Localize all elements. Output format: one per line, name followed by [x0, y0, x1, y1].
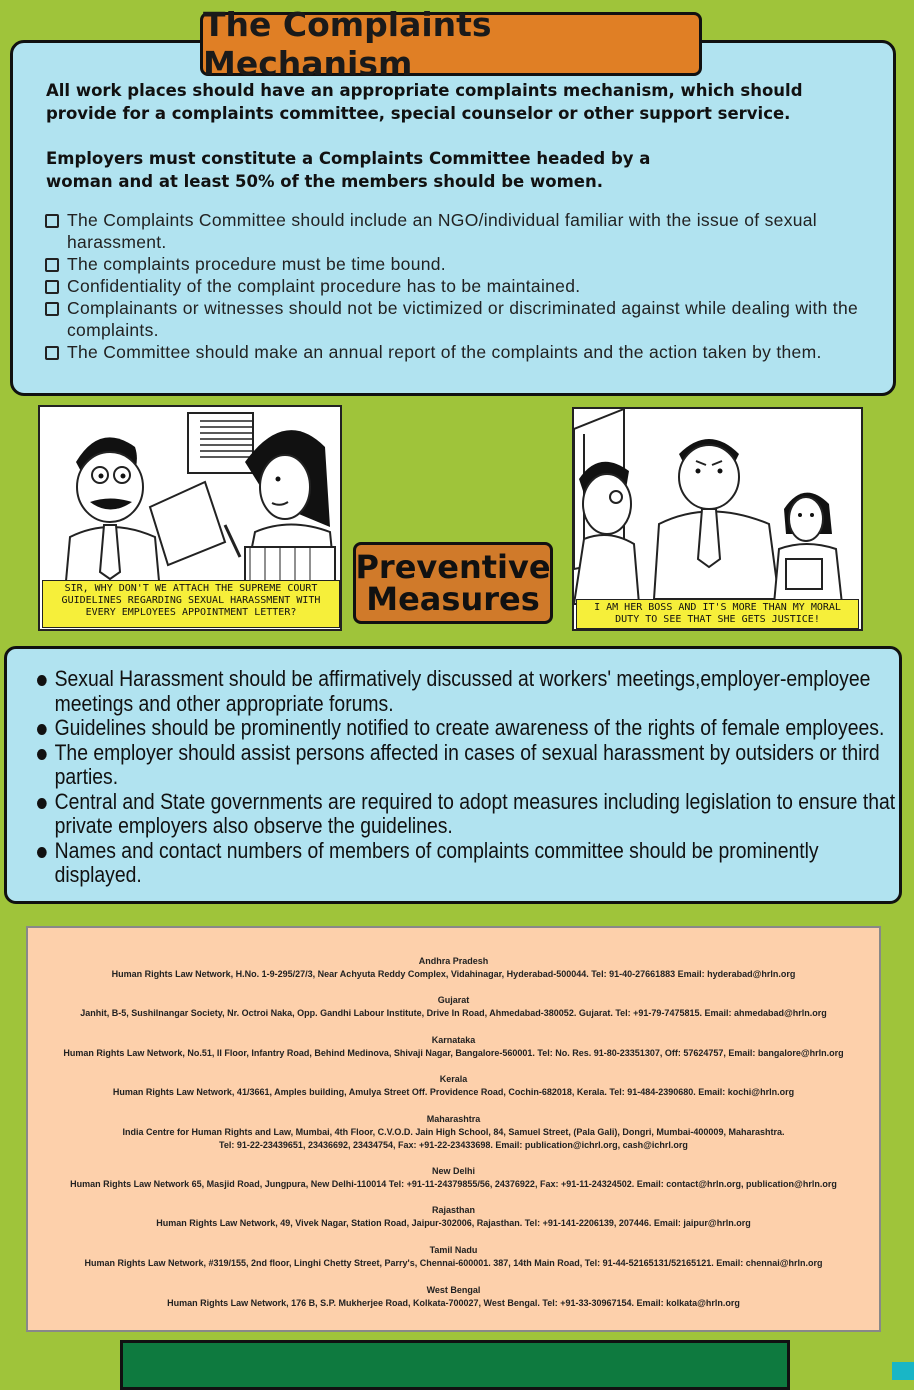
preventive-title-tab	[353, 542, 553, 624]
list-item: Names and contact numbers of members of complaints committee should be prominently displayed.	[37, 839, 910, 888]
address-state: Tamil Nadu	[429, 1245, 478, 1255]
checkbox-bullet-icon	[45, 280, 59, 294]
checkbox-bullet-icon	[45, 214, 59, 228]
address-block-gujarat	[28, 994, 879, 1020]
address-block-tamil-nadu	[28, 1244, 879, 1270]
list-item: The employer should assist persons affected in cases of sexual harassment by outsiders or third parties.	[37, 741, 910, 790]
bullet-icon	[37, 724, 47, 735]
address-text: Human Rights Law Network, 49, Vivek Nagar, Station Road, Jaipur-302006, Rajasthan. Tel: +91-141-2206139, 207446. Email: jaipur@hrln.org	[156, 1218, 751, 1228]
bullet-icon	[37, 749, 47, 760]
address-state: Gujarat	[437, 995, 470, 1005]
address-text: Human Rights Law Network 65, Masjid Road, Jungpura, New Delhi-110014 Tel: +91-11-24379855/56, 24376922, Fax: +91-11-24324502. Email: contact@hrln.org, publication@hrln.org	[70, 1179, 837, 1189]
list-item: The complaints procedure must be time bound.	[45, 253, 865, 275]
complaints-intro: All work places should have an appropriate complaints mechanism, which should provide for a complaints committee, special counselor or other support service.	[46, 81, 803, 123]
cartoon-right	[572, 407, 863, 631]
address-text: Human Rights Law Network, #319/155, 2nd floor, Linghi Chetty Street, Parry's, Chennai-600001. 387, 14th Main Road, Tel: 91-44-52165131/52165121. Email: chennai@hrln.org	[84, 1258, 823, 1268]
cartoon-right-caption: I AM HER BOSS AND IT'S MORE THAN MY MORAL DUTY TO SEE THAT SHE GETS JUSTICE!	[576, 599, 859, 629]
corner-decoration	[892, 1362, 914, 1380]
address-block-west-bengal	[28, 1284, 879, 1310]
list-item: Sexual Harassment should be affirmatively discussed at workers' meetings,employer-employee meetings and other appropriate forums.	[37, 667, 910, 716]
cartoon-left-caption: SIR, WHY DON'T WE ATTACH THE SUPREME COURT GUIDELINES REGARDING SEXUAL HARASSMENT WITH EVERY EMPLOYEES APPOINTMENT LETTER?	[42, 580, 340, 628]
checkbox-bullet-icon	[45, 302, 59, 316]
committee-requirement: Employers must constitute a Complaints Committee headed by a woman and at least 50% of the members should be women.	[46, 149, 651, 191]
list-item: The Committee should make an annual report of the complaints and the action taken by them.	[45, 341, 865, 363]
address-text: Human Rights Law Network, 176 B, S.P. Mukherjee Road, Kolkata-700027, West Bengal. Tel: +91-33-30967154. Email: kolkata@hrln.org	[167, 1298, 740, 1308]
address-text: Human Rights Law Network, H.No. 1-9-295/27/3, Near Achyuta Reddy Complex, Vidahinagar, Hyderabad-500044. Tel: 91-40-27661883 Email: hyderabad@hrln.org	[111, 969, 796, 979]
complaints-panel	[10, 40, 896, 396]
address-block-rajasthan	[28, 1204, 879, 1230]
address-state: Karnataka	[431, 1035, 476, 1045]
address-text: India Centre for Human Rights and Law, Mumbai, 4th Floor, C.V.O.D. Jain High School, 84, Samuel Street, (Pala Gali), Dongri, Mumbai-400009, Maharashtra.	[122, 1127, 785, 1137]
complaints-title-tab	[200, 5, 702, 83]
address-text: Human Rights Law Network, No.51, II Floor, Infantry Road, Behind Medinova, Shivaji Nagar, Bangalore-560001. Tel: No. Res. 91-80-23351307, Off: 57624757, Email: bangalore@hrln.org	[63, 1048, 844, 1058]
checkbox-bullet-icon	[45, 346, 59, 360]
complaints-points-list	[45, 209, 865, 363]
address-block-karnataka	[28, 1034, 879, 1060]
list-item: The Complaints Committee should include an NGO/individual familiar with the issue of sexual harassment.	[45, 209, 865, 253]
preventive-panel	[4, 646, 902, 904]
address-state: Andhra Pradesh	[418, 956, 489, 966]
list-item: Guidelines should be prominently notified to create awareness of the rights of female employees.	[37, 716, 910, 741]
preventive-title-line2: Measures	[366, 580, 540, 618]
address-state: Maharashtra	[426, 1114, 481, 1124]
page-title: The Complaints Mechanism	[203, 5, 492, 83]
list-item: Complainants or witnesses should not be victimized or discriminated against while dealing with the complaints.	[45, 297, 865, 341]
address-state: Kerala	[439, 1074, 468, 1084]
address-block-maharashtra	[28, 1113, 879, 1152]
list-item: Central and State governments are required to adopt measures including legislation to ensure that private employers also observe the guidelines.	[37, 790, 910, 839]
address-text: Human Rights Law Network, 41/3661, Amples building, Amulya Street Off. Providence Road, Cochin-682018, Kerala. Tel: 91-484-2390680. Email: kochi@hrln.org	[112, 1087, 795, 1097]
address-block-new-delhi	[28, 1165, 879, 1191]
list-item: Confidentiality of the complaint procedure has to be maintained.	[45, 275, 865, 297]
address-block-andhra-pradesh	[28, 955, 879, 981]
address-text: Tel: 91-22-23439651, 23436692, 23434754, Fax: +91-22-23433698. Email: publication@ichrl.org, cash@ichrl.org	[219, 1140, 688, 1150]
bullet-icon	[37, 798, 47, 809]
address-state: West Bengal	[426, 1285, 481, 1295]
address-block-kerala	[28, 1073, 879, 1099]
address-panel	[26, 926, 881, 1332]
bottom-banner	[120, 1340, 790, 1390]
address-text: Janhit, B-5, Sushilnangar Society, Nr. Octroi Naka, Opp. Gandhi Labour Institute, Drive In Road, Ahmedabad-380052. Gujarat. Tel: +91-79-7475815. Email: ahmedabad@hrln.org	[80, 1008, 827, 1018]
preventive-title-line1: Preventive	[355, 548, 551, 586]
bullet-icon	[37, 847, 47, 858]
preventive-points-list	[37, 667, 897, 888]
bullet-icon	[37, 675, 47, 686]
checkbox-bullet-icon	[45, 258, 59, 272]
address-state: New Delhi	[431, 1166, 475, 1176]
address-state: Rajasthan	[431, 1205, 475, 1215]
cartoon-left	[38, 405, 342, 631]
cartoon-right-illustration	[574, 409, 861, 629]
